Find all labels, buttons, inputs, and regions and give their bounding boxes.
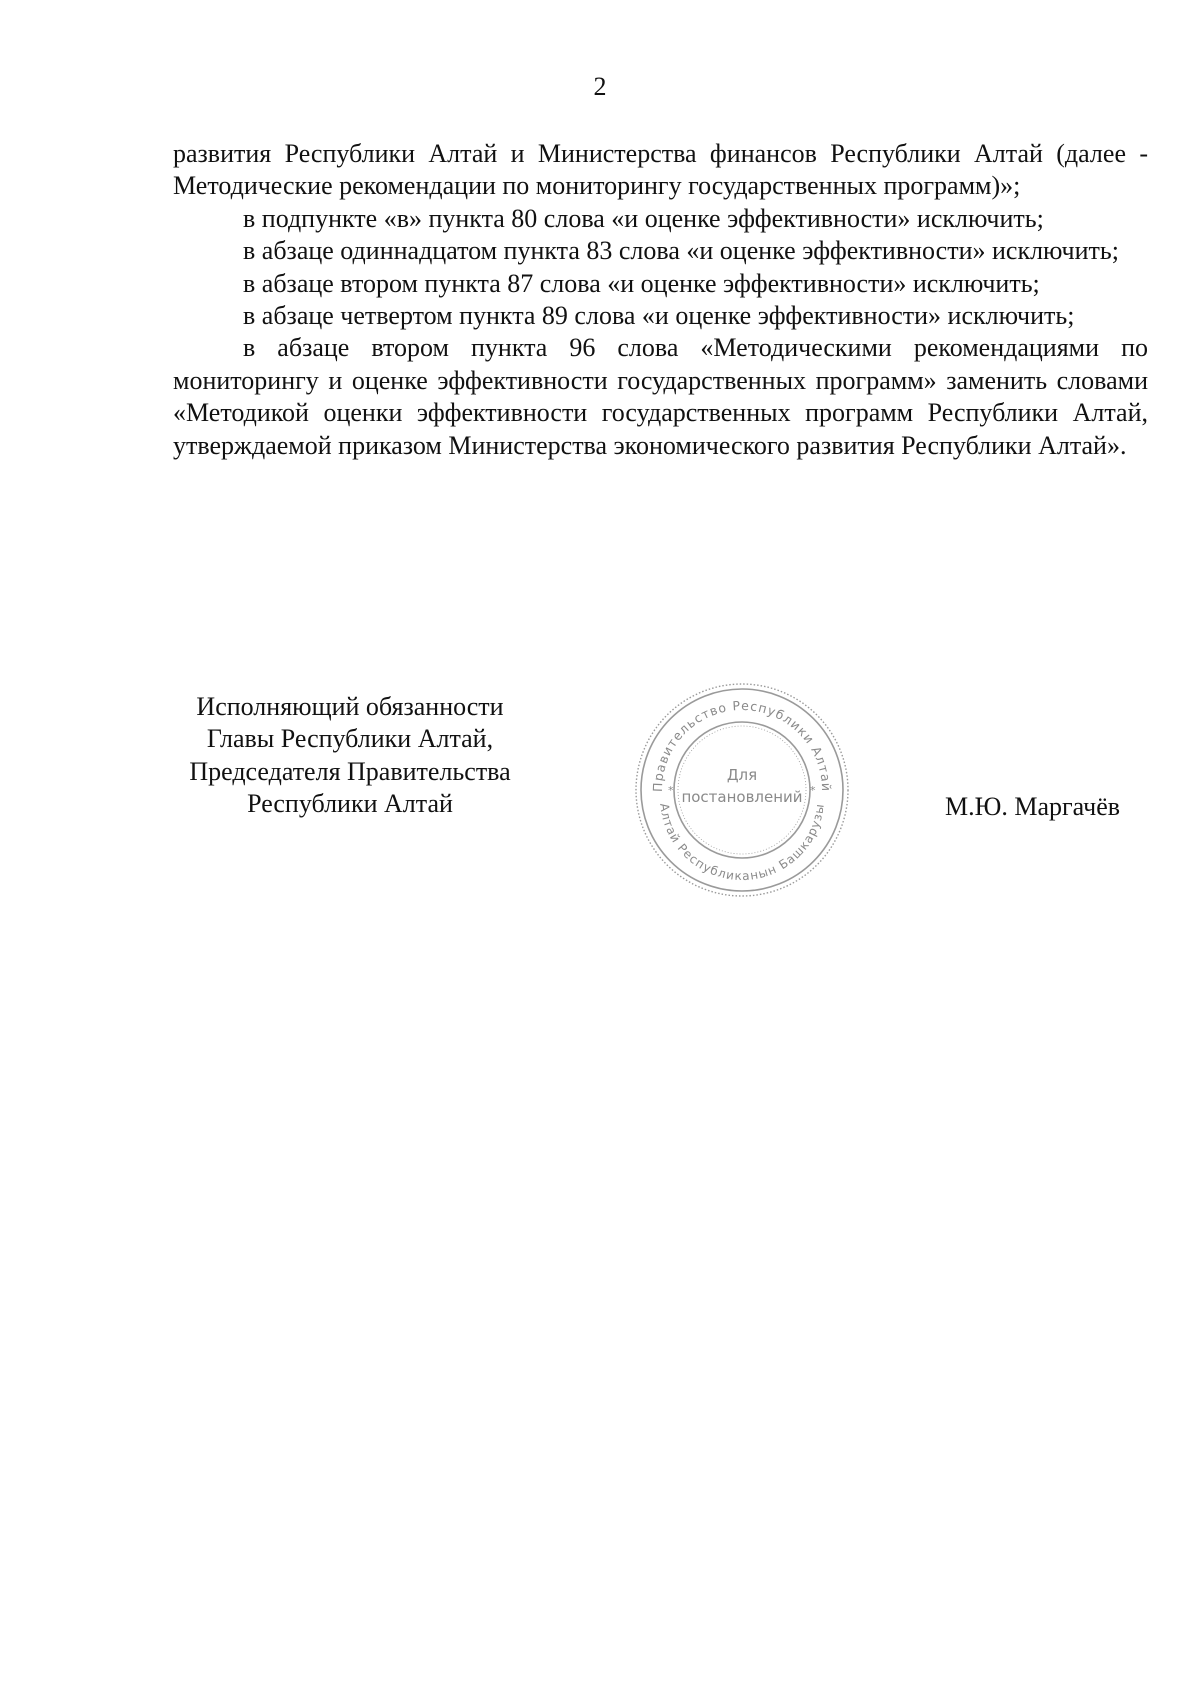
stamp-star-left: * [668, 784, 674, 797]
stamp-star-right: * [810, 784, 816, 797]
stamp-outer-text-bottom: Алтай Республиканын Башкарузы [657, 802, 827, 884]
signer-position [160, 691, 540, 821]
signer-position-line: Председателя Правительства [189, 756, 511, 786]
document-body [173, 138, 1148, 462]
paragraph: в абзаце втором пункта 96 слова «Методическими рекомендациями по мониторингу и оценке эффективности государственных программ» заменить словами «Методикой оценки эффективности государственных программ Республики Алтай, утверждаемой приказом Министерства экономического развития Республики Алтай». [173, 333, 1148, 460]
page-number: 2 [593, 72, 607, 101]
stamp-center-line2: постановлений [681, 788, 803, 806]
paragraph: в абзаце втором пункта 87 слова «и оценке эффективности» исключить; [243, 268, 1040, 298]
official-seal-stamp [632, 680, 852, 900]
signer-name: М.Ю. Маргачёв [945, 792, 1121, 821]
stamp-outer-text-top: Правительство Республики Алтай [649, 697, 835, 793]
stamp-center-line1: Для [726, 766, 758, 784]
signer-position-line: Исполняющий обязанности [196, 692, 504, 721]
paragraph: в абзаце одиннадцатом пункта 83 слова «и оценке эффективности» исключить; [243, 236, 1119, 266]
signer-position-line: Республики Алтай [247, 789, 453, 819]
signer-position-line: Главы Республики Алтай, [206, 724, 494, 754]
paragraph: развития Республики Алтай и Министерства финансов Республики Алтай (далее - Методические рекомендации по мониторингу государственных программ)»; [173, 139, 1148, 201]
paragraph: в подпункте «в» пункта 80 слова «и оценке эффективности» исключить; [243, 203, 1044, 233]
paragraph: в абзаце четвертом пункта 89 слова «и оценке эффективности» исключить; [243, 301, 1075, 331]
